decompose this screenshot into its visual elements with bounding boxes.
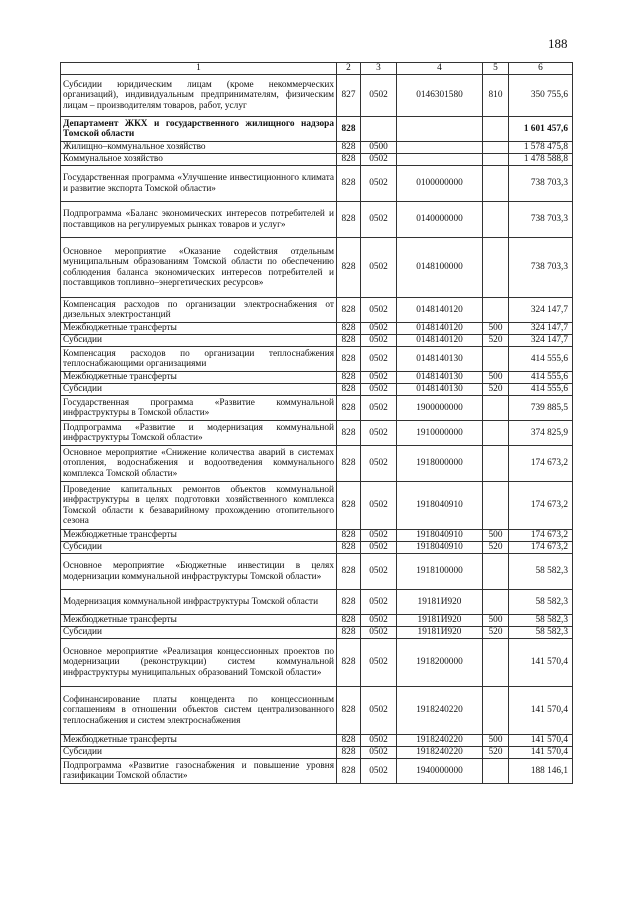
row-amount: 58 582,3 bbox=[509, 590, 573, 615]
row-amount: 174 673,2 bbox=[509, 446, 573, 482]
table-row bbox=[61, 117, 573, 142]
row-section-code: 0502 bbox=[361, 446, 397, 482]
table-row bbox=[61, 446, 573, 482]
table-row bbox=[61, 639, 573, 687]
row-section-code: 0502 bbox=[361, 75, 397, 117]
row-amount: 739 885,5 bbox=[509, 396, 573, 421]
row-amount: 350 755,6 bbox=[509, 75, 573, 117]
table-row bbox=[61, 482, 573, 530]
row-ministry-code: 828 bbox=[337, 298, 361, 323]
row-ministry-code: 828 bbox=[337, 482, 361, 530]
header-cell: 3 bbox=[361, 63, 397, 75]
table-row bbox=[61, 298, 573, 323]
row-ministry-code: 828 bbox=[337, 554, 361, 590]
row-expense-type bbox=[483, 421, 509, 446]
row-section-code: 0502 bbox=[361, 384, 397, 396]
row-target-code: 1918040910 bbox=[397, 530, 483, 542]
table-row bbox=[61, 154, 573, 166]
row-target-code: 1918240220 bbox=[397, 747, 483, 759]
row-description: Департамент ЖКХ и государственного жилищного надзора Томской области bbox=[61, 117, 337, 142]
row-section-code: 0502 bbox=[361, 590, 397, 615]
row-target-code: 1940000000 bbox=[397, 759, 483, 784]
row-target-code: 19181И920 bbox=[397, 615, 483, 627]
row-amount: 141 570,4 bbox=[509, 735, 573, 747]
page-number: 188 bbox=[548, 36, 568, 51]
row-description: Государственная программа «Развитие коммунальной инфраструктуры в Томской области» bbox=[61, 396, 337, 421]
row-target-code: 0148140120 bbox=[397, 323, 483, 335]
row-target-code: 0148140130 bbox=[397, 372, 483, 384]
row-description: Субсидии bbox=[61, 384, 337, 396]
row-description: Подпрограмма «Развитие газоснабжения и повышение уровня газификации Томской области» bbox=[61, 759, 337, 784]
row-section-code: 0502 bbox=[361, 687, 397, 735]
row-target-code: 1918200000 bbox=[397, 639, 483, 687]
header-cell: 6 bbox=[509, 63, 573, 75]
row-section-code: 0502 bbox=[361, 542, 397, 554]
row-expense-type bbox=[483, 298, 509, 323]
row-section-code: 0502 bbox=[361, 482, 397, 530]
row-amount: 414 555,6 bbox=[509, 384, 573, 396]
row-description: Субсидии bbox=[61, 542, 337, 554]
row-amount: 738 703,3 bbox=[509, 202, 573, 238]
row-ministry-code: 828 bbox=[337, 396, 361, 421]
row-amount: 174 673,2 bbox=[509, 530, 573, 542]
row-ministry-code: 828 bbox=[337, 166, 361, 202]
table-row bbox=[61, 142, 573, 154]
row-section-code: 0502 bbox=[361, 202, 397, 238]
row-section-code: 0502 bbox=[361, 154, 397, 166]
row-description: Государственная программа «Улучшение инвестиционного климата и развитие экспорта Томской области» bbox=[61, 166, 337, 202]
table-row bbox=[61, 166, 573, 202]
row-description: Субсидии bbox=[61, 335, 337, 347]
row-section-code: 0502 bbox=[361, 238, 397, 298]
row-amount: 188 146,1 bbox=[509, 759, 573, 784]
row-expense-type bbox=[483, 202, 509, 238]
row-section-code: 0502 bbox=[361, 347, 397, 372]
budget-table bbox=[60, 62, 573, 784]
row-description: Субсидии bbox=[61, 747, 337, 759]
row-section-code: 0502 bbox=[361, 421, 397, 446]
row-expense-type bbox=[483, 142, 509, 154]
row-target-code: 1918100000 bbox=[397, 554, 483, 590]
row-ministry-code: 828 bbox=[337, 446, 361, 482]
row-expense-type: 500 bbox=[483, 372, 509, 384]
row-description: Подпрограмма «Развитие и модернизация коммунальной инфраструктуры Томской области» bbox=[61, 421, 337, 446]
row-amount: 738 703,3 bbox=[509, 166, 573, 202]
row-ministry-code: 828 bbox=[337, 747, 361, 759]
row-section-code: 0502 bbox=[361, 615, 397, 627]
row-description: Софинансирование платы концедента по концессионным соглашениям в отношении объектов систем централизованного теплоснабжения и систем электроснабжения bbox=[61, 687, 337, 735]
row-target-code: 1900000000 bbox=[397, 396, 483, 421]
header-cell: 1 bbox=[61, 63, 337, 75]
row-target-code: 1910000000 bbox=[397, 421, 483, 446]
row-ministry-code: 828 bbox=[337, 335, 361, 347]
row-ministry-code: 828 bbox=[337, 639, 361, 687]
row-ministry-code: 828 bbox=[337, 347, 361, 372]
row-ministry-code: 828 bbox=[337, 735, 361, 747]
table-row bbox=[61, 542, 573, 554]
row-expense-type: 520 bbox=[483, 542, 509, 554]
row-expense-type: 520 bbox=[483, 335, 509, 347]
row-section-code: 0502 bbox=[361, 372, 397, 384]
table-row bbox=[61, 747, 573, 759]
table-row bbox=[61, 396, 573, 421]
row-ministry-code: 828 bbox=[337, 615, 361, 627]
row-amount: 738 703,3 bbox=[509, 238, 573, 298]
row-expense-type: 500 bbox=[483, 530, 509, 542]
row-description: Жилищно–коммунальное хозяйство bbox=[61, 142, 337, 154]
row-target-code: 0148100000 bbox=[397, 238, 483, 298]
row-amount: 324 147,7 bbox=[509, 323, 573, 335]
row-amount: 414 555,6 bbox=[509, 372, 573, 384]
row-ministry-code: 828 bbox=[337, 421, 361, 446]
table-row bbox=[61, 75, 573, 117]
row-expense-type bbox=[483, 639, 509, 687]
table-row bbox=[61, 238, 573, 298]
row-ministry-code: 828 bbox=[337, 117, 361, 142]
row-description: Подпрограмма «Баланс экономических интересов потребителей и поставщиков на регулируемых рынках товаров и услуг» bbox=[61, 202, 337, 238]
row-amount: 141 570,4 bbox=[509, 687, 573, 735]
row-amount: 414 555,6 bbox=[509, 347, 573, 372]
row-amount: 374 825,9 bbox=[509, 421, 573, 446]
row-expense-type: 810 bbox=[483, 75, 509, 117]
row-amount: 324 147,7 bbox=[509, 298, 573, 323]
row-target-code: 1918040910 bbox=[397, 482, 483, 530]
table-row bbox=[61, 372, 573, 384]
row-description: Проведение капитальных ремонтов объектов коммунальной инфраструктуры в целях подготовки хозяйственного комплекса Томской области к безаварийному прохождению отопительного сезона bbox=[61, 482, 337, 530]
row-section-code: 0502 bbox=[361, 335, 397, 347]
row-target-code: 1918240220 bbox=[397, 735, 483, 747]
row-amount: 324 147,7 bbox=[509, 335, 573, 347]
row-ministry-code: 828 bbox=[337, 759, 361, 784]
row-expense-type bbox=[483, 396, 509, 421]
row-amount: 1 601 457,6 bbox=[509, 117, 573, 142]
row-target-code: 19181И920 bbox=[397, 627, 483, 639]
row-target-code: 1918000000 bbox=[397, 446, 483, 482]
row-section-code: 0502 bbox=[361, 298, 397, 323]
row-target-code bbox=[397, 117, 483, 142]
row-section-code: 0502 bbox=[361, 166, 397, 202]
row-description: Межбюджетные трансферты bbox=[61, 530, 337, 542]
row-amount: 141 570,4 bbox=[509, 747, 573, 759]
row-description: Основное мероприятие «Оказание содействия отдельным муниципальным образованиям Томской области по обеспечению соблюдения баланса экономических интересов потребителей и поставщиков топливно–энергетических ресурсов» bbox=[61, 238, 337, 298]
row-section-code: 0502 bbox=[361, 759, 397, 784]
row-expense-type: 500 bbox=[483, 323, 509, 335]
row-amount: 1 578 475,8 bbox=[509, 142, 573, 154]
table-row bbox=[61, 735, 573, 747]
row-amount: 58 582,3 bbox=[509, 627, 573, 639]
row-description: Межбюджетные трансферты bbox=[61, 735, 337, 747]
row-description: Основное мероприятие «Реализация концессионных проектов по модернизации (реконструкции) систем коммунальной инфраструктуры муниципальных образований Томской области» bbox=[61, 639, 337, 687]
row-target-code: 0148140120 bbox=[397, 335, 483, 347]
row-description: Межбюджетные трансферты bbox=[61, 615, 337, 627]
row-ministry-code: 828 bbox=[337, 142, 361, 154]
row-expense-type bbox=[483, 347, 509, 372]
table-row bbox=[61, 202, 573, 238]
row-description: Межбюджетные трансферты bbox=[61, 323, 337, 335]
row-ministry-code: 828 bbox=[337, 542, 361, 554]
table-row bbox=[61, 347, 573, 372]
row-expense-type bbox=[483, 554, 509, 590]
table-row bbox=[61, 384, 573, 396]
row-ministry-code: 828 bbox=[337, 530, 361, 542]
row-ministry-code: 828 bbox=[337, 627, 361, 639]
row-ministry-code: 828 bbox=[337, 202, 361, 238]
row-description: Модернизация коммунальной инфраструктуры Томской области bbox=[61, 590, 337, 615]
row-ministry-code: 828 bbox=[337, 154, 361, 166]
row-description: Основное мероприятие «Бюджетные инвестиции в целях модернизации коммунальной инфраструктуры Томской области» bbox=[61, 554, 337, 590]
row-ministry-code: 828 bbox=[337, 384, 361, 396]
table-row bbox=[61, 627, 573, 639]
row-description: Коммунальное хозяйство bbox=[61, 154, 337, 166]
row-expense-type: 500 bbox=[483, 735, 509, 747]
row-amount: 174 673,2 bbox=[509, 482, 573, 530]
row-expense-type bbox=[483, 482, 509, 530]
row-ministry-code: 827 bbox=[337, 75, 361, 117]
row-amount: 174 673,2 bbox=[509, 542, 573, 554]
row-expense-type bbox=[483, 687, 509, 735]
row-ministry-code: 828 bbox=[337, 323, 361, 335]
row-expense-type: 500 bbox=[483, 615, 509, 627]
row-ministry-code: 828 bbox=[337, 687, 361, 735]
row-target-code: 1918040910 bbox=[397, 542, 483, 554]
row-section-code: 0502 bbox=[361, 554, 397, 590]
table-row bbox=[61, 421, 573, 446]
row-section-code: 0500 bbox=[361, 142, 397, 154]
table-row bbox=[61, 759, 573, 784]
row-description: Межбюджетные трансферты bbox=[61, 372, 337, 384]
header-cell: 4 bbox=[397, 63, 483, 75]
row-description: Субсидии bbox=[61, 627, 337, 639]
row-ministry-code: 828 bbox=[337, 590, 361, 615]
row-expense-type: 520 bbox=[483, 747, 509, 759]
row-section-code: 0502 bbox=[361, 530, 397, 542]
row-section-code: 0502 bbox=[361, 627, 397, 639]
row-amount: 1 478 588,8 bbox=[509, 154, 573, 166]
row-section-code: 0502 bbox=[361, 639, 397, 687]
row-section-code: 0502 bbox=[361, 735, 397, 747]
row-expense-type bbox=[483, 238, 509, 298]
row-target-code bbox=[397, 154, 483, 166]
row-amount: 141 570,4 bbox=[509, 639, 573, 687]
header-cell: 5 bbox=[483, 63, 509, 75]
row-section-code: 0502 bbox=[361, 323, 397, 335]
row-target-code: 0146301580 bbox=[397, 75, 483, 117]
table-row bbox=[61, 323, 573, 335]
row-target-code: 0148140130 bbox=[397, 384, 483, 396]
row-expense-type bbox=[483, 117, 509, 142]
row-expense-type: 520 bbox=[483, 384, 509, 396]
header-cell: 2 bbox=[337, 63, 361, 75]
row-amount: 58 582,3 bbox=[509, 615, 573, 627]
row-description: Основное мероприятие «Снижение количества аварий в системах отопления, водоснабжения и водоотведения коммунального комплекса Томской области» bbox=[61, 446, 337, 482]
table-row bbox=[61, 687, 573, 735]
table-row bbox=[61, 590, 573, 615]
row-expense-type bbox=[483, 590, 509, 615]
row-expense-type bbox=[483, 446, 509, 482]
row-expense-type bbox=[483, 759, 509, 784]
row-ministry-code: 828 bbox=[337, 238, 361, 298]
row-section-code bbox=[361, 117, 397, 142]
row-section-code: 0502 bbox=[361, 396, 397, 421]
table-row bbox=[61, 615, 573, 627]
table-row bbox=[61, 335, 573, 347]
table-row bbox=[61, 554, 573, 590]
row-amount: 58 582,3 bbox=[509, 554, 573, 590]
row-target-code: 0148140130 bbox=[397, 347, 483, 372]
row-target-code: 0140000000 bbox=[397, 202, 483, 238]
table-header-row bbox=[61, 63, 573, 75]
row-target-code: 0148140120 bbox=[397, 298, 483, 323]
row-target-code bbox=[397, 142, 483, 154]
row-description: Компенсация расходов по организации теплоснабжения теплоснабжающими организациями bbox=[61, 347, 337, 372]
row-target-code: 1918240220 bbox=[397, 687, 483, 735]
row-target-code: 0100000000 bbox=[397, 166, 483, 202]
row-target-code: 19181И920 bbox=[397, 590, 483, 615]
row-ministry-code: 828 bbox=[337, 372, 361, 384]
row-expense-type bbox=[483, 166, 509, 202]
row-description: Компенсация расходов по организации электроснабжения от дизельных электростанций bbox=[61, 298, 337, 323]
row-description: Субсидии юридическим лицам (кроме некоммерческих организаций), индивидуальным предпринимателям, физическим лицам – производителям товаров, работ, услуг bbox=[61, 75, 337, 117]
table-row bbox=[61, 530, 573, 542]
row-section-code: 0502 bbox=[361, 747, 397, 759]
row-expense-type: 520 bbox=[483, 627, 509, 639]
row-expense-type bbox=[483, 154, 509, 166]
